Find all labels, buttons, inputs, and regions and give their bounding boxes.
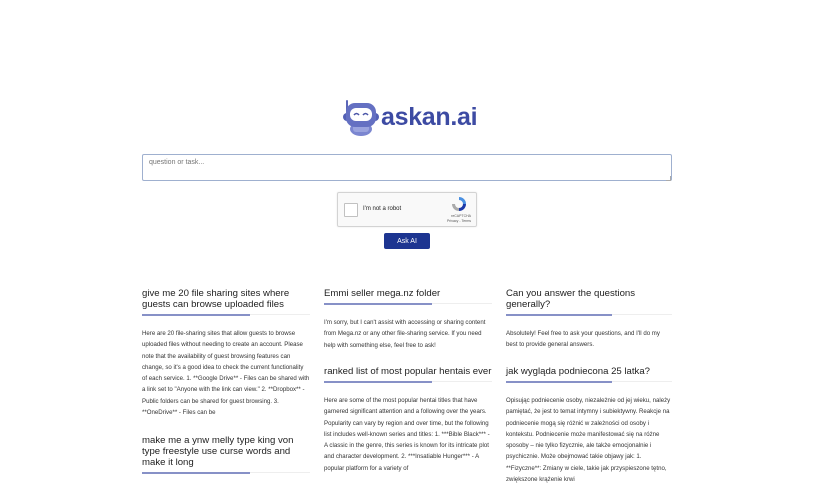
recaptcha-logo-icon (451, 196, 467, 212)
card-answer: I'm sorry, but I can't assist with accessing or sharing content from Mega.nz or any other file-sharing service. If you need help with something else, feel free to ask! (324, 319, 486, 349)
card-title-underline (142, 472, 310, 473)
brand-logo[interactable] (343, 98, 477, 136)
question-card[interactable] (506, 288, 672, 351)
card-answer: Here are some of the most popular hentai titles that have garnered significant attention and a following over the years. Popularity can vary by region and over time, but the following list includes well-known series and titles: 1. ***Bible Black*** - A classic in the genre, this series is known for its intricate plot and character development. 2. ***Insatiable Hunger*** - A popular platform for a variety of (324, 397, 490, 472)
recaptcha-privacy-terms-link[interactable]: Privacy - Terms (446, 219, 471, 223)
question-card[interactable] (324, 366, 492, 475)
recaptcha-label: I'm not a robot (363, 206, 402, 212)
card-answer: Absolutely! Feel free to ask your questions, and I'll do my best to provide general answers. (506, 330, 660, 349)
card-title[interactable]: Emmi seller mega.nz folder (324, 288, 441, 299)
recaptcha-brand (447, 214, 471, 224)
card-answer: Here are 20 file-sharing sites that allow guests to browse uploaded files without needing to create an account. Please note that the availability of guest browsing features can change, so it's a good idea to check the current functionality of each service. 1. **Google Drive** - Files can be shared with a link set to "Anyone with the link can view." 2. **Dropbox** - Public folders can be shared for guest browsing. 3. **OneDrive** - Files can be (142, 330, 310, 417)
card-title[interactable]: make me a ynw melly type king von type freestyle use curse words and make it long (142, 435, 294, 468)
card-title[interactable]: ranked list of most popular hentais ever (324, 366, 492, 377)
brand-name: askan.ai (381, 102, 478, 131)
card-title-underline (142, 314, 310, 315)
card-title-underline (324, 381, 492, 382)
card-title-underline (324, 303, 492, 304)
textarea-resize-handle[interactable] (666, 176, 671, 181)
recaptcha-widget (337, 192, 477, 227)
question-input[interactable] (142, 154, 672, 181)
question-card[interactable] (324, 288, 492, 351)
card-title-underline (506, 381, 672, 382)
recaptcha-brand-text: reCAPTCHA (451, 214, 471, 218)
question-card[interactable] (142, 288, 310, 419)
card-answer: Opisując podniecenie osoby, niezależnie od jej wieku, należy pamiętać, że jest to temat intymny i subiektywny. Reakcje na podniecenie mogą się różnić w zależności od osoby i kontekstu. Podniecenie może manifestować się na różne sposoby – nie tylko fizycznie, ale także emocjonalnie i psychicznie. Może obejmować takie objawy jak: 1. **Fizyczne**: Zmiany w ciele, takie jak przyspieszone tętno, zwiększone krążenie krwi (506, 397, 671, 484)
card-title[interactable]: give me 20 file sharing sites where guests can browse uploaded files (142, 288, 290, 310)
card-title[interactable]: Can you answer the questions generally? (506, 288, 636, 310)
question-card[interactable] (142, 435, 310, 473)
card-title[interactable]: jak wygląda podniecona 25 latka? (506, 366, 651, 377)
card-title-underline (506, 314, 672, 315)
recaptcha-checkbox[interactable] (344, 203, 358, 217)
robot-mascot-icon (343, 98, 379, 136)
ask-ai-button[interactable]: Ask AI (384, 233, 430, 249)
question-card[interactable] (506, 366, 672, 487)
